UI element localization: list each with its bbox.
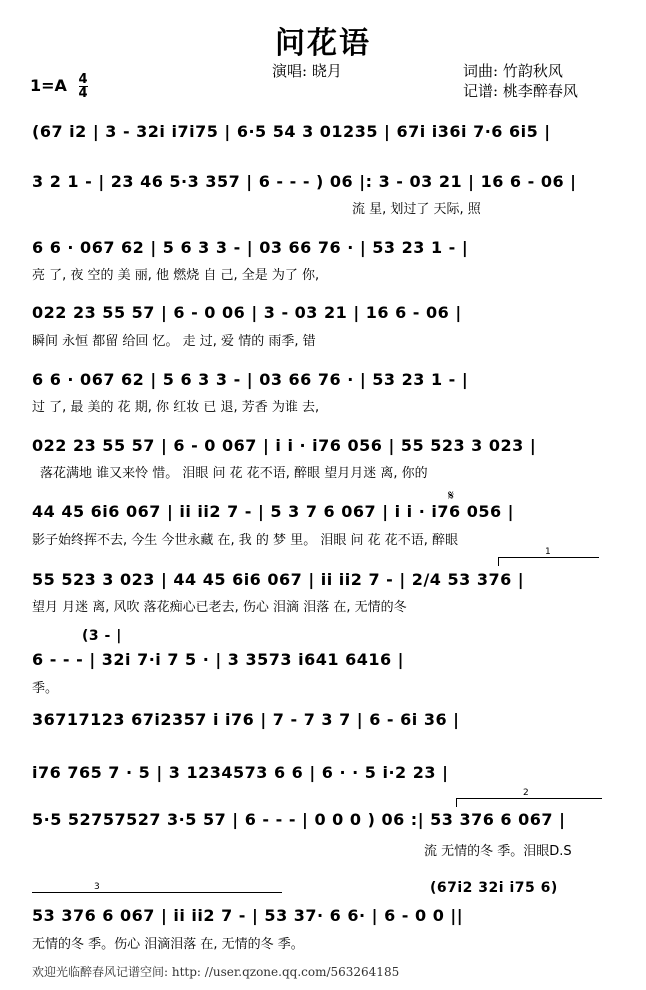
lyric-line-7: 影子始终挥不去, 今生 今世永藏 在, 我 的 梦 里。 泪眼 问 花 花不语, 醉眼 [32,533,458,548]
time-signature [79,74,88,99]
lyric-line-5: 过 了, 最 美的 花 期, 你 红妆 已 退, 芳香 为谁 去, [32,400,320,415]
score-line-8: 55 523 3 023 | 44 45 6i6 067 | ii ii2 7 - | 2/4 53 376 | [32,570,525,589]
score-line-10: 36717123 67i2357 i i76 | 7 - 7 3 7 | 6 - 6i 36 | [32,710,460,729]
score-line-4: 022 23 55 57 | 6 - 0 06 | 3 - 03 21 | 16 6 - 06 | [32,303,462,322]
score-line-3: 6 6 · 067 62 | 5 6 3 3 - | 03 66 76 · | 53 23 1 - | [32,238,469,257]
score-line-6: 022 23 55 57 | 6 - 0 067 | i i · i76 056 | 55 523 3 023 | [32,436,537,455]
key-signature [30,74,88,99]
key-text: 1=A [30,76,67,95]
volta-number-2: 2 [523,788,529,798]
footer-link-text: 欢迎光临醉春风记谱空间: http: //user.qzone.qq.com/563264185 [32,965,400,979]
coda-intro: (67i2 32i i75 6) [430,880,558,896]
lyric-line-12: 流 无情的冬 季。泪眼D.S [424,844,572,859]
score-line-2: 3 2 1 - | 23 46 5·3 357 | 6 - - - ) 06 |: 3 - 03 21 | 16 6 - 06 | [32,172,577,191]
triplet-bracket [32,882,282,901]
score-line-12: 5·5 52757527 3·5 57 | 6 - - - | 0 0 0 ) 06 :| 53 376 6 067 | [32,810,566,829]
volta-bracket-2 [456,788,602,807]
lyric-line-8: 望月 月迷 离, 风吹 落花痴心已老去, 伤心 泪滴 泪落 在, 无情的冬 [32,600,407,615]
score-line-13: 53 376 6 067 | ii ii2 7 - | 53 37· 6 6· | 6 - 0 0 || [32,906,464,925]
lyric-line-9: 季。 [32,681,59,696]
score-line-5: 6 6 · 067 62 | 5 6 3 3 - | 03 66 76 · | 53 23 1 - | [32,370,469,389]
score-line-7: 44 45 6i6 067 | ii ii2 7 - | 5 3 7 6 067 | i i · i76 056 | [32,502,514,521]
volta-number-1: 1 [545,547,551,557]
score-line-1: (67 i2 | 3 - 32i i7i75 | 6·5 54 3 01235 | 67i i36i 7·6 6i5 | [32,122,551,141]
lyric-line-4: 瞬间 永恒 都留 给回 忆。 走 过, 爱 情的 雨季, 错 [32,334,316,349]
lyric-line-2: 流 星, 划过了 天际, 照 [352,202,481,217]
time-top: 4 [78,72,88,87]
lyric-line-13: 无情的冬 季。伤心 泪滴泪落 在, 无情的冬 季。 [32,937,304,952]
song-title: 问花语 [275,26,371,61]
segno-sign: 𝄋 [448,488,455,504]
composer-credit: 词曲: 竹韵秋风 [463,62,563,80]
singer-credit: 演唱: 晓月 [272,62,342,80]
alternate-phrase: (3 - | [82,628,122,644]
score-line-11: i76 765 7 · 5 | 3 1234573 6 6 | 6 · · 5 i·2 23 | [32,763,449,782]
lyric-line-6: 落花满地 谁又来怜 惜。 泪眼 问 花 花不语, 醉眼 望月月迷 离, 你的 [40,466,428,481]
lyric-line-3: 亮 了, 夜 空的 美 丽, 他 燃烧 自 己, 全是 为了 你, [32,268,320,283]
time-bottom: 4 [78,86,88,101]
triplet-number: 3 [94,882,100,892]
score-line-9: 6 - - - | 32i 7·i 7 5 · | 3 3573 i641 6416 | [32,650,405,669]
transcriber-credit: 记谱: 桃李醉春风 [463,82,578,100]
volta-bracket-1 [498,547,599,566]
